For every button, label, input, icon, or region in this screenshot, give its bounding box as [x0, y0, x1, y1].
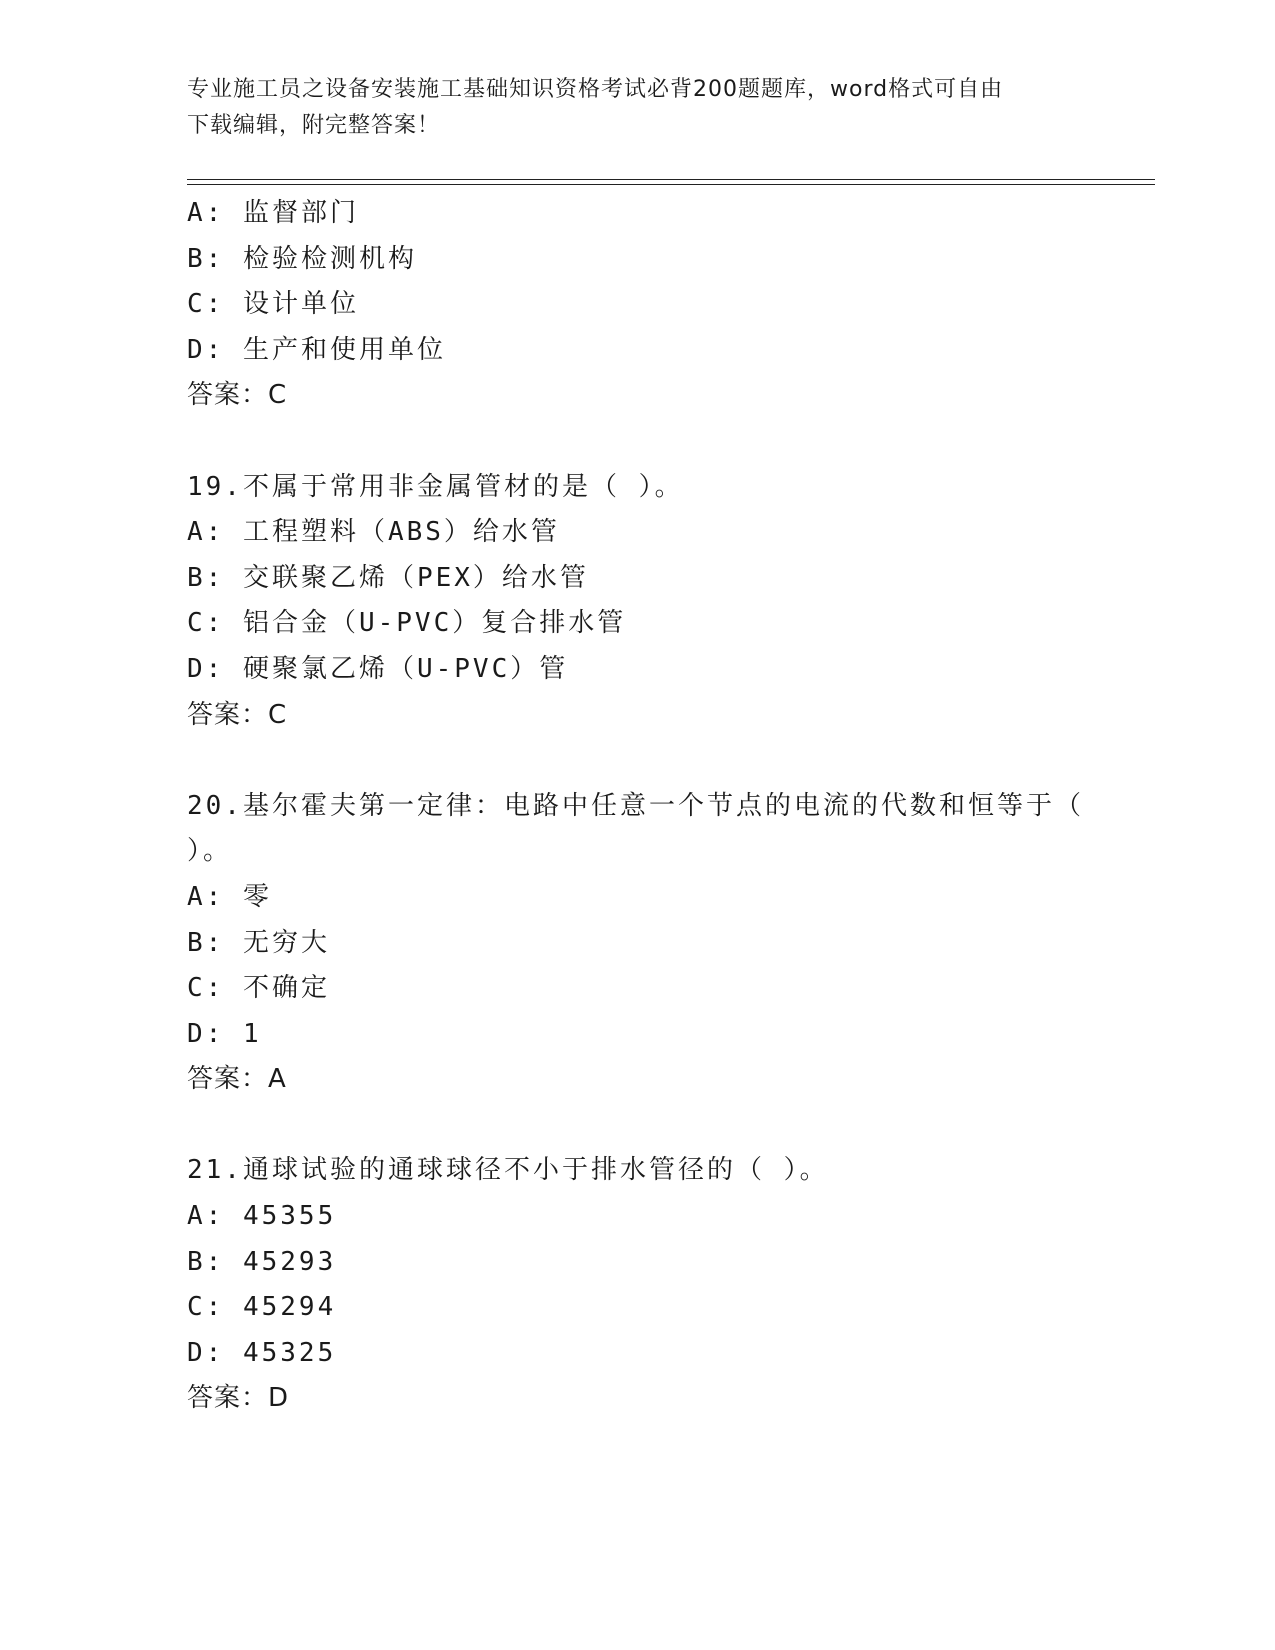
q20-option-a: A: 零 — [187, 881, 272, 912]
q19-answer: 答案：C — [187, 699, 288, 730]
q19-option-b: B: 交联聚乙烯（PEX）给水管 — [187, 562, 589, 593]
q20-option-c: C: 不确定 — [187, 973, 330, 1004]
header-line-2: 下载编辑，附完整答案！ — [187, 113, 441, 138]
q21-answer: 答案：D — [187, 1383, 290, 1414]
q18-option-a: A: 监督部门 — [187, 198, 359, 228]
question-20 — [187, 784, 1087, 1103]
spacer — [187, 419, 1087, 465]
header-divider-bottom — [187, 184, 1155, 185]
q19-option-c: C: 铝合金（U-PVC）复合排水管 — [187, 608, 627, 639]
q18-option-b: B: 检验检测机构 — [187, 243, 417, 274]
q20-stem-line-1: 20.基尔霍夫第一定律：电路中任意一个节点的电流的代数和恒等于（ — [187, 790, 1084, 821]
question-18 — [187, 191, 1087, 419]
q20-stem-line-2: ）。 — [187, 836, 233, 867]
spacer — [187, 738, 1087, 784]
q18-option-c: C: 设计单位 — [187, 289, 359, 320]
document-header — [187, 72, 1087, 144]
q18-answer: 答案：C — [187, 380, 288, 411]
spacer — [187, 1103, 1087, 1149]
header-divider-top — [187, 179, 1155, 180]
q19-option-d: D: 硬聚氯乙烯（U-PVC）管 — [187, 653, 569, 684]
q18-option-d: D: 生产和使用单位 — [187, 334, 446, 365]
q21-option-d: D: 45325 — [187, 1337, 337, 1368]
q20-option-d: D: 1 — [187, 1018, 262, 1049]
question-19 — [187, 465, 1087, 739]
q20-answer: 答案：A — [187, 1064, 287, 1095]
q19-stem: 19.不属于常用非金属管材的是（ ）。 — [187, 471, 684, 502]
question-21 — [187, 1148, 1087, 1422]
q21-option-c: C: 45294 — [187, 1292, 337, 1323]
q21-option-b: B: 45293 — [187, 1246, 337, 1277]
q19-option-a: A: 工程塑料（ABS）给水管 — [187, 517, 560, 548]
header-line-1: 专业施工员之设备安装施工基础知识资格考试必背200题题库，word格式可自由 — [187, 77, 1004, 102]
q21-stem: 21.通球试验的通球球径不小于排水管径的（ ）。 — [187, 1155, 829, 1186]
q21-option-a: A: 45355 — [187, 1201, 337, 1232]
q20-option-b: B: 无穷大 — [187, 927, 330, 958]
question-list — [187, 191, 1087, 1422]
